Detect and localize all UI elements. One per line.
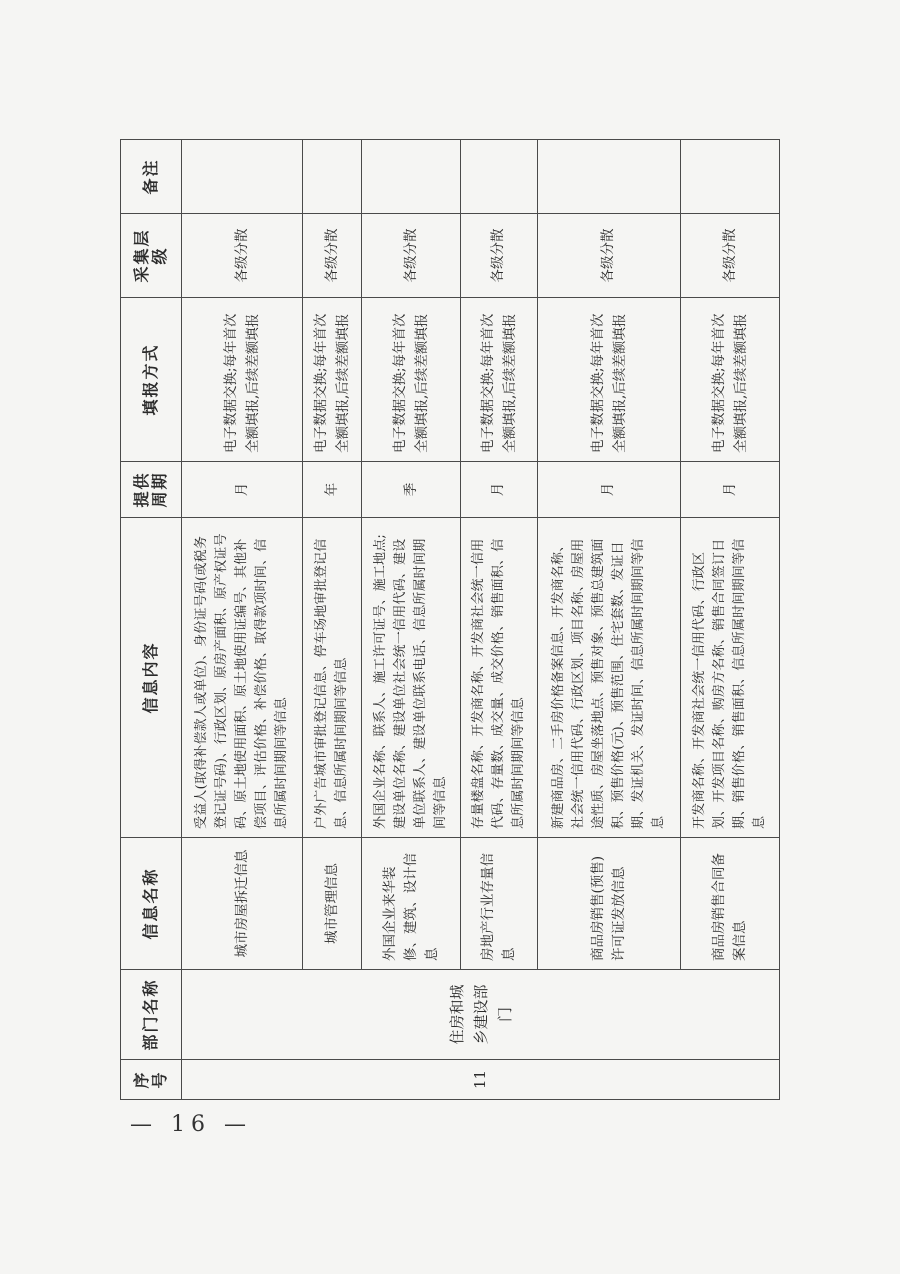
header-row bbox=[121, 140, 182, 1100]
remark-cell bbox=[537, 140, 680, 214]
period-cell: 季 bbox=[362, 462, 461, 518]
period-cell: 月 bbox=[182, 462, 303, 518]
period-cell: 月 bbox=[537, 462, 680, 518]
remark-cell bbox=[460, 140, 537, 214]
remark-cell bbox=[182, 140, 303, 214]
info-name-cell: 商品房销售合同备案信息 bbox=[681, 838, 780, 970]
info-name-cell: 商品房销售(预售)许可证发放信息 bbox=[537, 838, 680, 970]
level-cell: 各级分散 bbox=[362, 214, 461, 298]
method-cell: 电子数据交换;每年首次全额填报,后续差额填报 bbox=[681, 298, 780, 462]
method-cell: 电子数据交换;每年首次全额填报,后续差额填报 bbox=[303, 298, 362, 462]
period-cell: 月 bbox=[681, 462, 780, 518]
seq-cell: 11 bbox=[182, 1060, 780, 1100]
table-row bbox=[537, 140, 680, 1100]
info-name-cell: 外国企业来华装修、建筑、设计信息 bbox=[362, 838, 461, 970]
header-period: 提供周期 bbox=[121, 462, 182, 518]
table-row bbox=[362, 140, 461, 1100]
info-name-cell: 城市房屋拆迁信息 bbox=[182, 838, 303, 970]
header-content: 信息内容 bbox=[121, 518, 182, 838]
table-row bbox=[460, 140, 537, 1100]
level-cell: 各级分散 bbox=[303, 214, 362, 298]
method-cell: 电子数据交换;每年首次全额填报,后续差额填报 bbox=[460, 298, 537, 462]
remark-cell bbox=[362, 140, 461, 214]
content-cell: 外国企业名称、联系人、施工许可证号、施工地点;建设单位名称、建设单位社会统一信用代码、建设单位联系人、建设单位联系电话、信息所属时间期间等信息 bbox=[362, 518, 461, 838]
table-row bbox=[303, 140, 362, 1100]
level-cell: 各级分散 bbox=[681, 214, 780, 298]
header-remark: 备注 bbox=[121, 140, 182, 214]
header-info-name: 信息名称 bbox=[121, 838, 182, 970]
information-table bbox=[120, 139, 780, 1100]
method-cell: 电子数据交换;每年首次全额填报,后续差额填报 bbox=[537, 298, 680, 462]
table-row bbox=[182, 140, 303, 1100]
page-number: — 16 — bbox=[130, 1112, 252, 1137]
info-name-cell: 城市管理信息 bbox=[303, 838, 362, 970]
period-cell: 年 bbox=[303, 462, 362, 518]
period-cell: 月 bbox=[460, 462, 537, 518]
header-level: 采集层级 bbox=[121, 214, 182, 298]
level-cell: 各级分散 bbox=[460, 214, 537, 298]
info-name-cell: 房地产行业存量信息 bbox=[460, 838, 537, 970]
level-cell: 各级分散 bbox=[182, 214, 303, 298]
header-dept: 部门名称 bbox=[121, 970, 182, 1060]
dept-cell: 住房和城乡建设部门 bbox=[182, 970, 780, 1060]
table-row bbox=[681, 140, 780, 1100]
method-cell: 电子数据交换;每年首次全额填报,后续差额填报 bbox=[182, 298, 303, 462]
content-cell: 存量楼盘名称、开发商名称、开发商社会统一信用代码、存量数、成交量、成交价格、销售面积、信息所属时间期间等信息 bbox=[460, 518, 537, 838]
remark-cell bbox=[303, 140, 362, 214]
method-cell: 电子数据交换;每年首次全额填报,后续差额填报 bbox=[362, 298, 461, 462]
level-cell: 各级分散 bbox=[537, 214, 680, 298]
header-seq: 序号 bbox=[121, 1060, 182, 1100]
remark-cell bbox=[681, 140, 780, 214]
content-cell: 户外广告城市审批登记信息、停车场地审批登记信息、信息所属时间期间等信息 bbox=[303, 518, 362, 838]
rotated-table-container bbox=[120, 140, 780, 1100]
content-cell: 新建商品房、二手房价格备案信息、开发商名称、社会统一信用代码、行政区划、项目名称、房屋用途性质、房屋坐落地点、预售对象、预售总建筑面积、预售价格(元)、预售范围、住宅套数、发证日期、发证机关、发证时间、信息所属时间期间等信息 bbox=[537, 518, 680, 838]
content-cell: 开发商名称、开发商社会统一信用代码、行政区划、开发项目名称、购房方名称、销售合同签订日期、销售价格、销售面积、信息所属时间期间等信息 bbox=[681, 518, 780, 838]
header-method: 填报方式 bbox=[121, 298, 182, 462]
content-cell: 受益人(取得补偿款人或单位)、身份证号码(或税务登记证号码)、行政区划、原房产面积、原产权证号码、原土地使用面积、原土地使用证编号、其他补偿项目、评估价格、补偿价格、取得款项时间、信息所属时间期间等信息 bbox=[182, 518, 303, 838]
